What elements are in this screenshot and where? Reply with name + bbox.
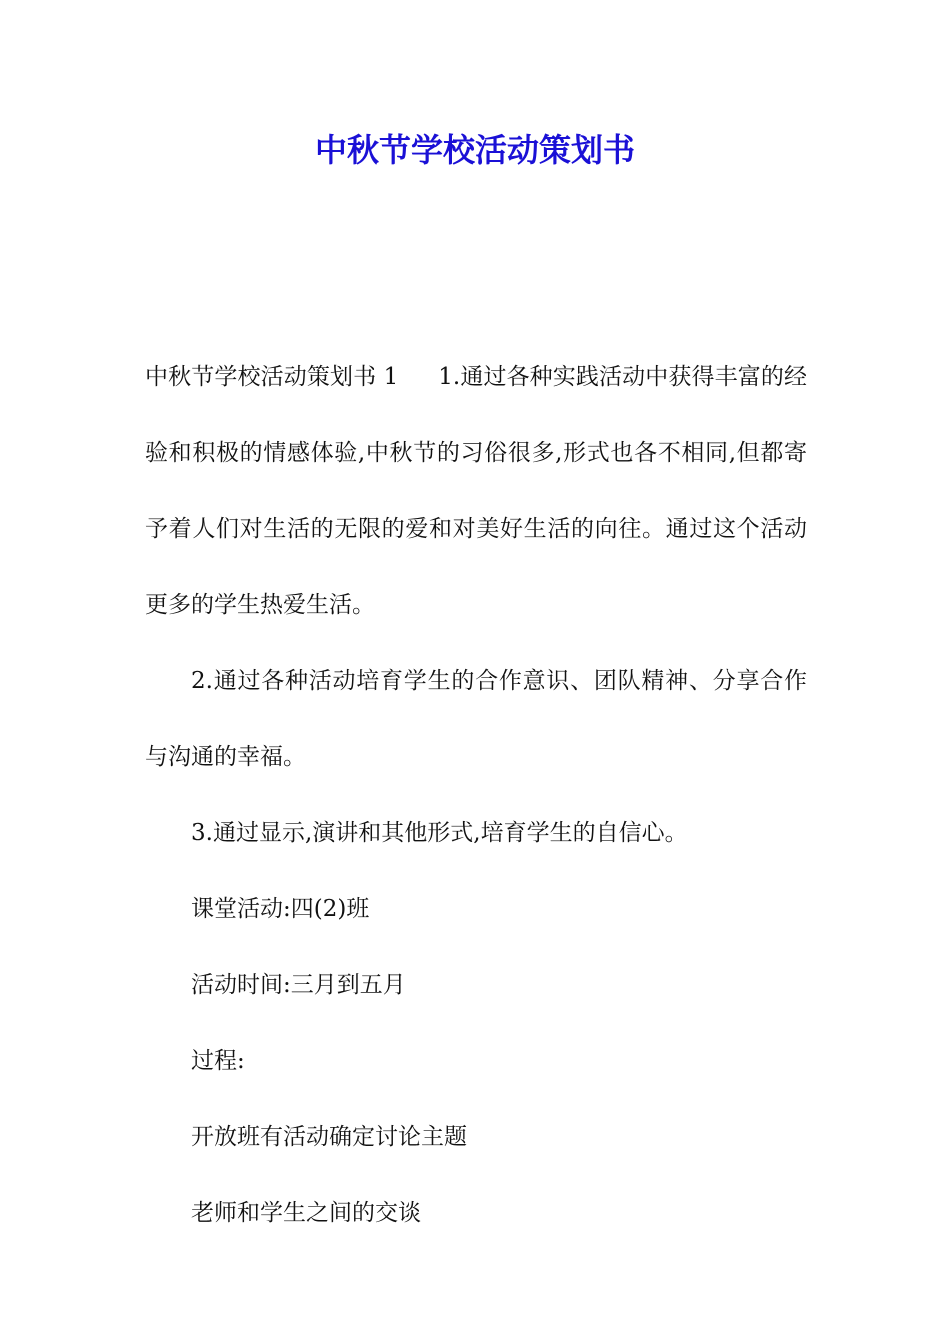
paragraph-4: 课堂活动:四(2)班 [191,896,370,922]
paragraph-intro [145,339,807,643]
paragraph-3: 3.通过显示,演讲和其他形式,培育学生的自信心。 [191,820,688,846]
paragraph-7: 开放班有活动确定讨论主题 [191,1124,467,1150]
paragraph-1: 1.通过各种实践活动中获得丰富的经验和积极的情感体验,中秋节的习俗很多,形式也各不相同,但都寄予着人们对生活的无限的爱和对美好生活的向往。通过这个活动更多的学生热爱生活。 [145,364,807,618]
inline-heading: 中秋节学校活动策划书 1 [145,364,399,390]
document-title: 中秋节学校活动策划书 [314,131,635,169]
paragraph-5: 活动时间:三月到五月 [191,972,406,998]
document-body [145,339,807,1251]
paragraph-6: 过程: [191,1048,245,1074]
paragraph-2: 2.通过各种活动培育学生的合作意识、团队精神、分享合作与沟通的幸福。 [145,668,807,770]
paragraph-8: 老师和学生之间的交谈 [191,1200,421,1226]
